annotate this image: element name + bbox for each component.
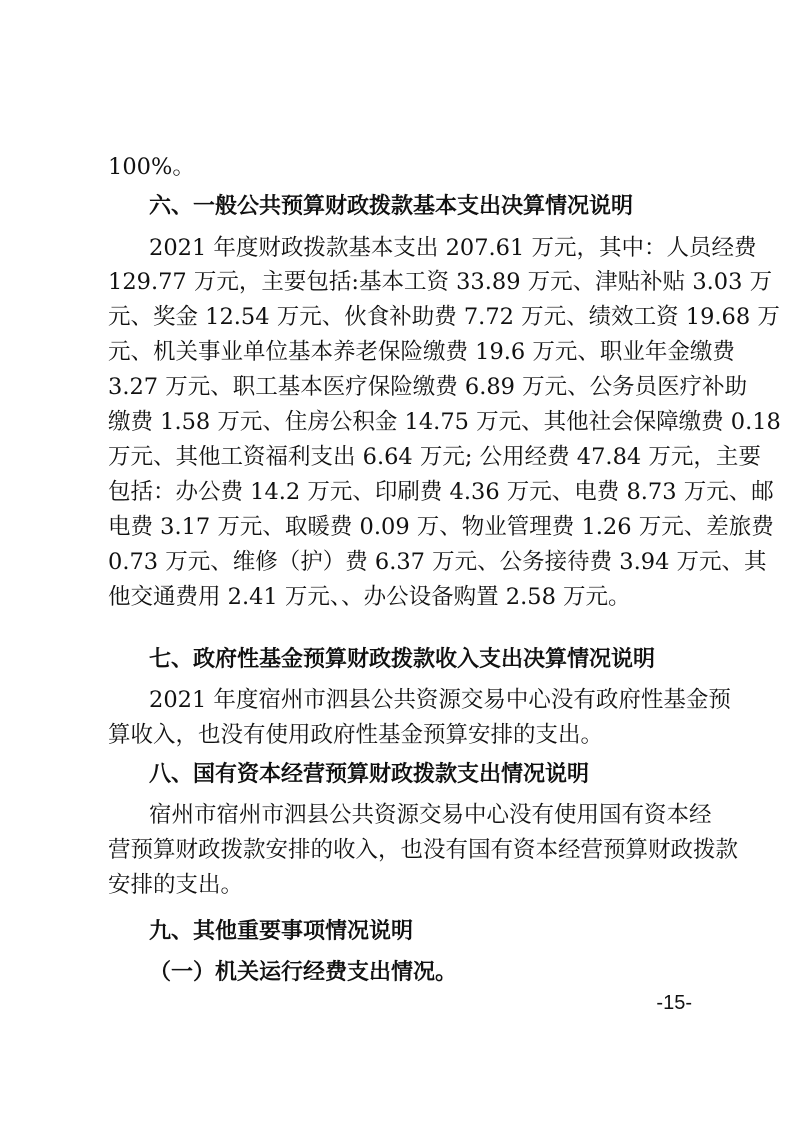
section-7-heading: 七、政府性基金预算财政拨款收入支出决算情况说明 bbox=[149, 647, 656, 672]
paragraph-fragment: 100%。 bbox=[108, 154, 195, 180]
section-9-heading: 九、其他重要事项情况说明 bbox=[149, 919, 414, 944]
text-line: 2021 年度宿州市泗县公共资源交易中心没有政府性基金预 bbox=[149, 687, 731, 713]
text-line: 3.27 万元、职工基本医疗保险缴费 6.89 万元、公务员医疗补助 bbox=[108, 374, 748, 400]
text-line: 缴费 1.58 万元、住房公积金 14.75 万元、其他社会保障缴费 0.18 bbox=[108, 409, 781, 435]
text-line: 129.77 万元，主要包括:基本工资 33.89 万元、津贴补贴 3.03 万 bbox=[108, 269, 773, 295]
text-line: 万元、其他工资福利支出 6.64 万元; 公用经费 47.84 万元，主要 bbox=[108, 444, 761, 470]
text-line: 2021 年度财政拨款基本支出 207.61 万元，其中：人员经费 bbox=[149, 235, 757, 261]
text-line: 元、奖金 12.54 万元、伙食补助费 7.72 万元、绩效工资 19.68 万 bbox=[108, 304, 780, 330]
text-line: 营预算财政拨款安排的收入，也没有国有资本经营预算财政拨款 bbox=[108, 837, 739, 863]
text-line: 宿州市宿州市泗县公共资源交易中心没有使用国有资本经 bbox=[149, 802, 712, 828]
text-line: 元、机关事业单位基本养老保险缴费 19.6 万元、职业年金缴费 bbox=[108, 339, 735, 365]
page-number: -15- bbox=[656, 992, 692, 1014]
text-line: 他交通费用 2.41 万元、、办公设备购置 2.58 万元。 bbox=[108, 584, 631, 610]
section-9-subheading: （一）机关运行经费支出情况。 bbox=[149, 960, 458, 985]
section-6-heading: 六、一般公共预算财政拨款基本支出决算情况说明 bbox=[149, 194, 634, 219]
section-8-heading: 八、国有资本经营预算财政拨款支出情况说明 bbox=[149, 762, 590, 787]
text-line: 包括：办公费 14.2 万元、印刷费 4.36 万元、电费 8.73 万元、邮 bbox=[108, 479, 774, 505]
text-line: 算收入，也没有使用政府性基金预算安排的支出。 bbox=[108, 722, 604, 748]
text-line: 安排的支出。 bbox=[108, 872, 244, 898]
text-line: 电费 3.17 万元、取暖费 0.09 万、物业管理费 1.26 万元、差旅费 bbox=[108, 514, 774, 540]
text-line: 0.73 万元、维修（护）费 6.37 万元、公务接待费 3.94 万元、其 bbox=[108, 549, 767, 575]
